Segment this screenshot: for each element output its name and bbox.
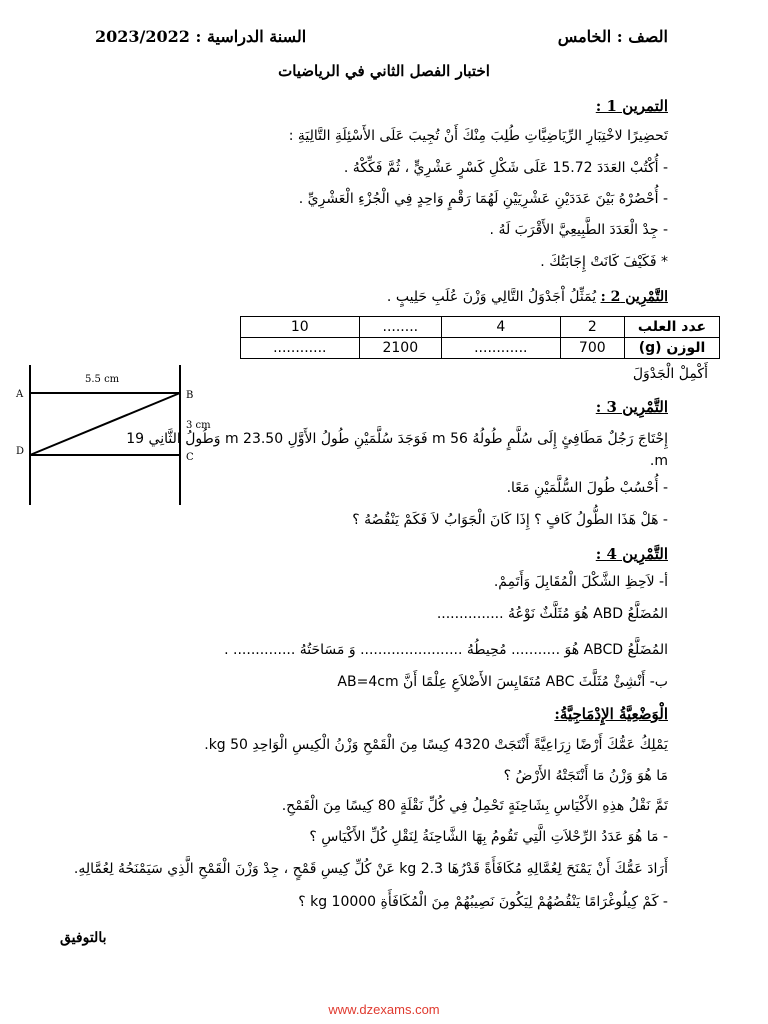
table-row-label: الوزن (g): [625, 338, 720, 359]
exercise-4-heading: التَّمْرِين 4 :: [595, 545, 668, 563]
side-length-label: 3 cm: [186, 420, 211, 431]
exercise-1-question-2: - أُحْصُرْهُ بَيْنَ عَدَدَيْنِ عَشْرِيَيْنِ لَهُمَا رَقْمٍ وَاحِدٍ فِي الْجُزْءِ الْعَشْرِيِّ .: [298, 191, 668, 207]
situation-heading: الْوَضْعِيَّةُ الإِدْمَاجِيَّةُ:: [554, 705, 668, 723]
exercise-4-part-b: ب- أَنْشِئْ مُثَلَّثَ ABC مُتَقَايِسَ الأَضْلاَعِ عِلْمًا أَنَّ AB=4cm: [337, 674, 668, 690]
table-row-label: عدد العلب: [625, 317, 720, 338]
table-cell: ............: [241, 338, 360, 359]
table-cell: ............: [442, 338, 561, 359]
situation-question-3: - كَمْ كِيلُوغْرَامًا يَنْقُصُهُمْ لِيَكُونَ نَصِيبُهُمْ مِنَ الْمُكَافَأَةِ 10000 kg ؟: [298, 894, 668, 910]
exercise-4-line-2: المُضَلَّعُ ABCD هُوَ ........... مُحِيطُهُ ....................... وَ مَسَاحَتُهُ .............. .: [224, 642, 668, 658]
top-length-label: 5.5 cm: [85, 374, 120, 385]
exercise-3-question-2: - هَلْ هَذَا الطُّولُ كَافٍ ؟ إِذَا كَانَ الْجَوَابُ لاَ فَكَمْ يَنْقُصُهُ ؟: [352, 512, 668, 528]
exercise-2-line: [387, 289, 668, 305]
exercise-2-intro: يُمَثِّلُ اْجَدْوَلُ التَّالِي وَزْنَ عُلَبِ حَلِيبٍ .: [386, 289, 597, 305]
exercise-3-question-1: - أُحْسُبْ طُولَ السُّلَّمَيْنِ مَعًا.: [506, 480, 668, 496]
situation-question-1: مَا هُوَ وَزْنُ مَا أَنْتَجَتْهُ الأَرْضُ ؟: [503, 768, 668, 784]
table-row: [241, 317, 720, 338]
exercise-1-question-4: * فَكَيْفَ كَانَتْ إِجَابَتُكَ .: [540, 254, 668, 270]
complete-table-instruction: أَكْمِلْ الْجَدْوَلَ: [632, 366, 708, 382]
table-cell: 4: [442, 317, 561, 338]
exercise-1-intro: تَحضِيرًا لاخْتِبَارِ الرِّيَاضِيَّاتِ طُلِبَ مِنْكَ أَنْ تُجِيبَ عَلَى الأَسْئِلَةِ التَّالِيَةِ :: [288, 128, 668, 144]
exercise-2-heading: التَّمْرِين 2 :: [600, 289, 668, 305]
school-year-label: السنة الدراسية : 2023/2022: [95, 27, 307, 46]
exercise-1-heading: التمرين 1 :: [595, 97, 668, 115]
good-luck-sign: بالتوفيق: [60, 930, 107, 946]
table-cell: 10: [241, 317, 360, 338]
exercise-3-intro: إِحْتَاجَ رَجُلٌ مَطَافِئٍ إِلَى سُلَّمٍ طُولُهُ 56 m فَوَجَدَ سُلَّمَيْنِ طُولُ الأَوَّلِ 23.50 m وَطُولُ الثَّانِي 19 m.: [126, 431, 668, 469]
table-cell: 2: [560, 317, 624, 338]
milk-weight-table: [240, 316, 720, 359]
situation-question-2: - مَا هُوَ عَدَدُ الرِّحْلاَتِ الَّتِي تَقُومُ بِهَا الشَّاحِنَةُ لِنَقْلِ كُلِّ الأَكْيَاسِ ؟: [309, 829, 668, 845]
point-a-label: A: [16, 389, 24, 400]
point-b-label: B: [186, 390, 194, 401]
footer-website[interactable]: www.dzexams.com: [328, 1002, 440, 1017]
grade-label: الصف : الخامس: [557, 27, 668, 46]
page-title: اختبار الفصل الثاني في الرياضيات: [278, 62, 490, 80]
situation-paragraph-2: تَمَّ نَقْلُ هذِهِ الأَكْيَاسِ بِشَاحِنَةٍ تَحْمِلُ فِي كُلِّ نَقْلَةٍ 80 كِيسًا مِنَ الْقَمْحِ.: [281, 798, 668, 814]
exercise-3-heading: التَّمْرِين 3 :: [595, 398, 668, 416]
exercise-4-line-1: المُضَلَّعُ ABD هُوَ مُثَلَّثٌ نَوْعُهُ ...............: [436, 606, 668, 622]
point-d-label: D: [16, 446, 25, 457]
table-cell: ........: [359, 317, 441, 338]
exercise-1-question-3: - جِدْ الْعَدَدَ الطَّبِيعِيَّ الأَقْرَبَ لَهُ .: [489, 222, 668, 238]
exercise-1-question-1: - أُكْتُبْ العَدَدَ 15.72 عَلَى شَكْلِ كَسْرٍ عَشْرِيٍّ ، ثُمَّ فَكِّكْهُ .: [343, 160, 668, 176]
point-c-label: C: [186, 452, 194, 463]
table-row: [241, 338, 720, 359]
situation-paragraph-1: يَمْلِكُ عَمُّكَ أَرْضًا زِرَاعِيَّةً أَنْتَجَتْ 4320 كِيسًا مِنَ الْقَمْحِ وَزْنُ الْكِيسِ الْوَاحِدِ 50 kg.: [204, 737, 668, 753]
table-cell: 700: [560, 338, 624, 359]
exercise-4-part-a: أ- لاَحِظِ الشَّكْلَ الْمُقَابِلَ وَأَتَمِمْ.: [493, 574, 668, 590]
table-cell: 2100: [359, 338, 441, 359]
situation-paragraph-3: أَرَادَ عَمُّكَ أَنْ يَمْنَحَ لِعُمَّالِهِ مُكَافَأَةً قَدْرُهَا 2.3 kg عَنْ كُلِّ كِيسِ قَمْحٍ ، جِدْ وَزْنَ الْقَمْحِ الَّذِي سَيَمْنَحُهُ لِعُمَّالِهِ.: [73, 861, 668, 877]
